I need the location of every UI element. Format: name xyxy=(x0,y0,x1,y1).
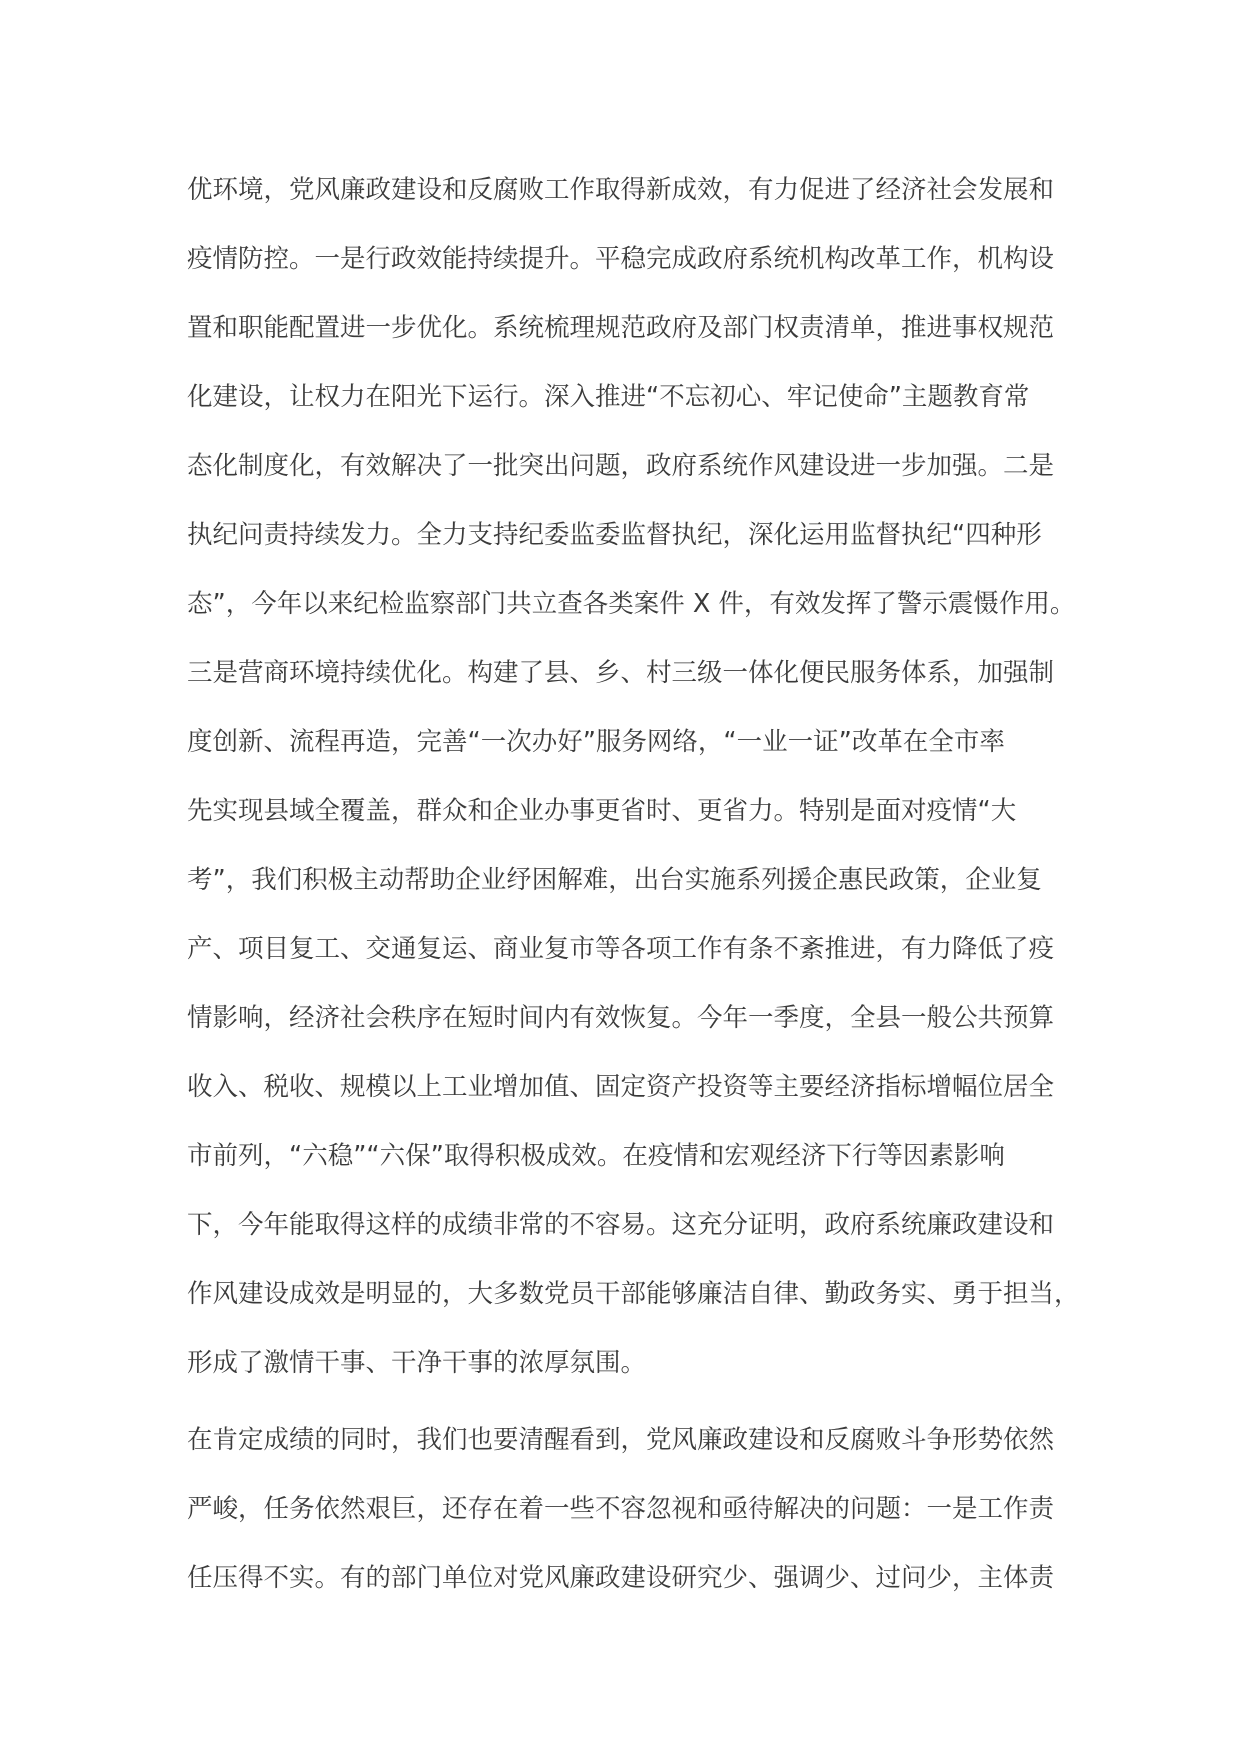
text-line: 下，今年能取得这样的成绩非常的不容易。这充分证明，政府系统廉政建设和 xyxy=(187,1210,1055,1240)
text-line: 度创新、流程再造，完善“一次办好”服务网络，“一业一证”改革在全市率 xyxy=(187,727,1005,757)
text-line: 作风建设成效是明显的，大多数党员干部能够廉洁自律、勤政务实、勇于担当， xyxy=(187,1279,1080,1309)
text-line: 优环境，党风廉政建设和反腐败工作取得新成效，有力促进了经济社会发展和 xyxy=(187,175,1055,205)
text-line: 三是营商环境持续优化。构建了县、乡、村三级一体化便民服务体系，加强制 xyxy=(187,658,1055,688)
text-line: 疫情防控。一是行政效能持续提升。平稳完成政府系统机构改革工作，机构设 xyxy=(187,244,1055,274)
text-line: 产、项目复工、交通复运、商业复市等各项工作有条不紊推进，有力降低了疫 xyxy=(187,934,1055,964)
text-line: 考”，我们积极主动帮助企业纾困解难，出台实施系列援企惠民政策，企业复 xyxy=(187,865,1042,895)
text-line: 任压得不实。有的部门单位对党风廉政建设研究少、强调少、过问少，主体责 xyxy=(187,1563,1055,1593)
text-line: 在肯定成绩的同时，我们也要清醒看到，党风廉政建设和反腐败斗争形势依然 xyxy=(187,1425,1055,1455)
paragraph-2 xyxy=(187,1425,1077,1632)
text-line: 置和职能配置进一步优化。系统梳理规范政府及部门权责清单，推进事权规范 xyxy=(187,313,1055,343)
text-line: 态化制度化，有效解决了一批突出问题，政府系统作风建设进一步加强。二是 xyxy=(187,451,1055,481)
text-line: 化建设，让权力在阳光下运行。深入推进“不忘初心、牢记使命”主题教育常 xyxy=(187,382,1030,412)
text-line: 市前列，“六稳”“六保”取得积极成效。在疫情和宏观经济下行等因素影响 xyxy=(187,1141,1005,1171)
text-line: 执纪问责持续发力。全力支持纪委监委监督执纪，深化运用监督执纪“四种形 xyxy=(187,520,1042,550)
text-line: 形成了激情干事、干净干事的浓厚氛围。 xyxy=(187,1348,647,1378)
text-line: 情影响，经济社会秩序在短时间内有效恢复。今年一季度，全县一般公共预算 xyxy=(187,1003,1055,1033)
text-line: 态”，今年以来纪检监察部门共立查各类案件 X 件，有效发挥了警示震慑作用。 xyxy=(187,589,1076,619)
paragraph-1 xyxy=(187,175,1080,1417)
text-line: 收入、税收、规模以上工业增加值、固定资产投资等主要经济指标增幅位居全 xyxy=(187,1072,1055,1102)
text-line: 先实现县域全覆盖，群众和企业办事更省时、更省力。特别是面对疫情“大 xyxy=(187,796,1017,826)
document-body xyxy=(187,175,1080,1632)
text-line: 严峻，任务依然艰巨，还存在着一些不容忽视和亟待解决的问题：一是工作责 xyxy=(187,1494,1055,1524)
